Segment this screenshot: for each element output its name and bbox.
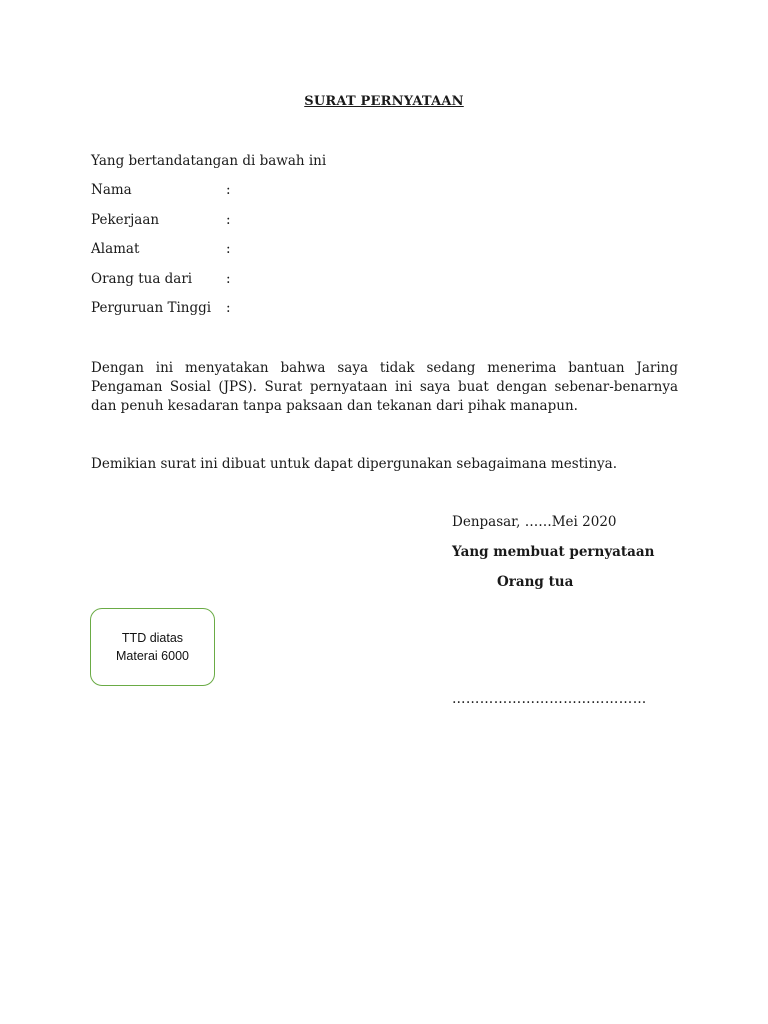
- field-label: Perguruan Tinggi: [91, 300, 212, 316]
- stamp-box: [90, 608, 215, 686]
- field-separator: :: [226, 211, 231, 228]
- signature-maker-label: Yang membuat pernyataan: [452, 544, 655, 560]
- field-row-nama: [91, 182, 651, 212]
- field-separator: :: [226, 182, 231, 198]
- stamp-text-line1: TTD diatas: [121, 631, 184, 645]
- field-row-perguruan-tinggi: [91, 300, 651, 330]
- document-title: SURAT PERNYATAAN: [304, 94, 464, 109]
- field-label: Nama: [91, 182, 132, 198]
- identity-fields: [91, 182, 651, 330]
- field-separator: :: [226, 270, 231, 287]
- field-row-alamat: [91, 241, 651, 271]
- signature-place-date: Denpasar, ……Mei 2020: [452, 514, 617, 530]
- intro-text: Yang bertandatangan di bawah ini: [91, 153, 327, 169]
- statement-paragraph: Dengan ini menyatakan bahwa saya tidak sedang menerima bantuan Jaring Pengaman Sosial (JPS). Surat pernyataan ini saya buat dengan sebenar-benarnya dan penuh kesadaran tanpa paksaan dan tekanan dari pihak manapun.: [91, 360, 678, 414]
- signature-line: ……………………………………: [452, 691, 647, 707]
- field-label: Pekerjaan: [91, 211, 160, 228]
- closing-paragraph: Demikian surat ini dibuat untuk dapat dipergunakan sebagaimana mestinya.: [91, 456, 618, 472]
- field-separator: :: [226, 241, 231, 257]
- field-row-pekerjaan: [91, 212, 651, 242]
- field-row-orang-tua-dari: [91, 271, 651, 301]
- field-label: Orang tua dari: [91, 270, 193, 287]
- signature-role-label: Orang tua: [497, 574, 574, 590]
- stamp-text-line2: Materai 6000: [116, 649, 189, 663]
- field-label: Alamat: [91, 241, 140, 257]
- field-separator: :: [226, 300, 231, 316]
